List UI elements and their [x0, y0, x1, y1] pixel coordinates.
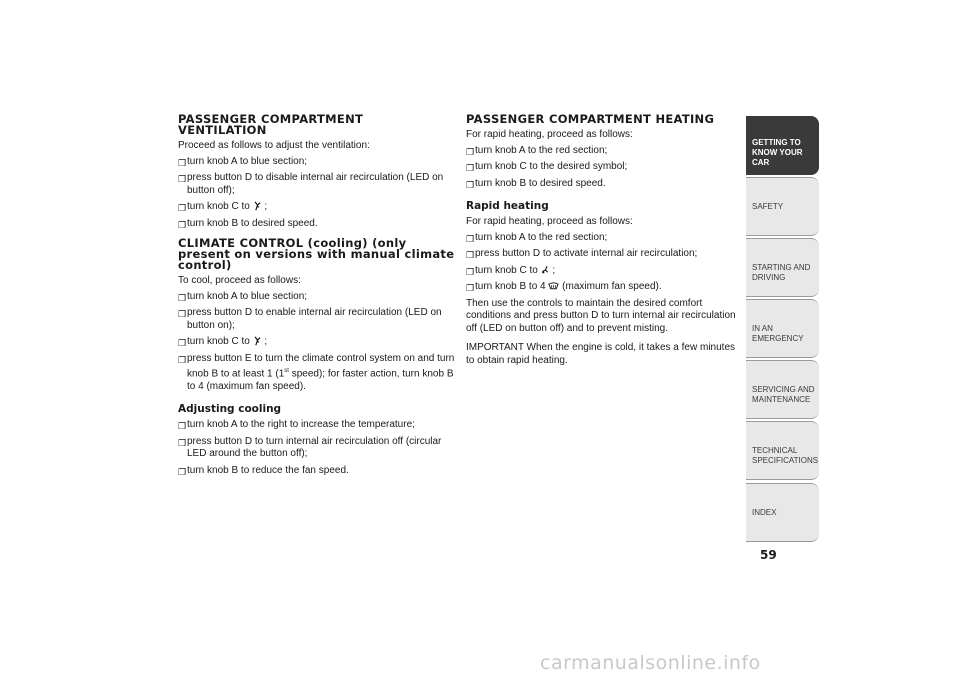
bullet-icon: ❒	[178, 174, 187, 184]
watermark: carmanualsonline.info	[540, 652, 761, 674]
list-item: ❒ turn knob B to 4 (maximum fan speed).	[466, 281, 662, 293]
heating-steps	[466, 145, 738, 191]
list-item: ❒ turn knob A to blue section;	[178, 290, 308, 303]
bullet-icon: ❒	[178, 203, 187, 213]
list-item: ❒ turn knob B to desired speed.	[178, 217, 318, 230]
ventilation-intro: Proceed as follows to adjust the ventilation:	[178, 140, 370, 151]
tab-servicing-and-maintenance[interactable]: SERVICING AND MAINTENANCE	[746, 360, 819, 419]
list-item: ❒ press button D to turn internal air recirculation off (circular LED around the button off);	[178, 435, 442, 460]
list-item: ❒ press button D to disable internal air recirculation (LED on button off);	[178, 172, 444, 196]
then-paragraph: Then use the controls to maintain the desired comfort conditions and press button D to turn internal air recirculation off (LED on button off) and to prevent misting.	[466, 297, 736, 334]
list-item: ❒ turn knob C to ;	[466, 264, 556, 277]
list-item: ❒ press button E to turn the climate control system on and turn knob B to at least 1 (1st speed); for faster action, turn knob B to 4 (maximum fan speed).	[178, 352, 455, 392]
bullet-icon: ❒	[178, 157, 187, 168]
bullet-icon: ❒	[466, 250, 475, 260]
foot-vent-icon	[541, 265, 550, 275]
list-item: ❒ turn knob A to the right to increase the temperature;	[178, 419, 415, 432]
bullet-icon: ❒	[178, 437, 187, 448]
adjusting-cooling-steps	[178, 419, 456, 477]
bullet-icon: ❒	[178, 219, 187, 230]
heating-heading: PASSENGER COMPARTMENT HEATING	[466, 112, 715, 126]
chapter-sidebar	[746, 116, 819, 544]
tab-index[interactable]: INDEX	[746, 483, 819, 542]
list-item: ❒ press button D to activate internal air recirculation;	[466, 248, 698, 260]
page-number: 59	[760, 548, 777, 562]
tab-getting-to-know-your-car[interactable]: GETTING TO KNOW YOUR CAR	[746, 116, 819, 175]
climate-control-intro: To cool, proceed as follows:	[178, 275, 301, 286]
list-item: ❒ turn knob B to desired speed.	[466, 177, 606, 190]
list-item: ❒ turn knob A to blue section;	[178, 155, 308, 168]
bullet-icon: ❒	[466, 163, 475, 173]
adjusting-cooling-heading: Adjusting cooling	[178, 403, 282, 416]
rapid-heating-intro: For rapid heating, proceed as follows:	[466, 216, 633, 227]
bullet-icon: ❒	[178, 338, 187, 348]
bullet-icon: ❒	[178, 354, 187, 365]
list-item: ❒ turn knob C to ;	[178, 201, 268, 213]
face-vent-icon	[253, 336, 262, 346]
ventilation-steps	[178, 156, 456, 231]
bullet-icon: ❒	[178, 466, 187, 477]
list-item: ❒ turn knob C to the desired symbol;	[466, 161, 628, 173]
heating-intro: For rapid heating, proceed as follows:	[466, 129, 633, 140]
list-item: ❒ turn knob B to reduce the fan speed.	[178, 464, 349, 477]
climate-control-heading: CLIMATE CONTROL (cooling) (only present on versions with manual climate control)	[178, 236, 455, 272]
list-item: ❒ turn knob A to the red section;	[466, 144, 608, 157]
rapid-heating-heading: Rapid heating	[466, 200, 549, 212]
important-note: IMPORTANT When the engine is cold, it takes a few minutes to obtain rapid heating.	[466, 342, 736, 366]
bullet-icon: ❒	[466, 266, 475, 277]
bullet-icon: ❒	[466, 283, 475, 293]
list-item: ❒ press button D to enable internal air recirculation (LED on button on);	[178, 307, 442, 331]
bullet-icon: ❒	[178, 309, 187, 319]
bullet-icon: ❒	[466, 179, 475, 190]
list-item: ❒ turn knob A to the red section;	[466, 231, 608, 244]
tab-safety[interactable]: SAFETY	[746, 177, 819, 236]
tab-starting-and-driving[interactable]: STARTING AND DRIVING	[746, 238, 819, 297]
bullet-icon: ❒	[178, 292, 187, 303]
bullet-icon: ❒	[466, 233, 475, 244]
tab-in-an-emergency[interactable]: IN AN EMERGENCY	[746, 299, 819, 358]
defrost-icon	[548, 281, 559, 291]
right-column	[466, 114, 738, 367]
left-column	[178, 114, 456, 481]
tab-technical-specifications[interactable]: TECHNICAL SPECIFICATIONS	[746, 421, 819, 480]
list-item: ❒ turn knob C to ;	[178, 336, 268, 348]
bullet-icon: ❒	[178, 421, 187, 432]
ventilation-heading: PASSENGER COMPARTMENT VENTILATION	[178, 112, 364, 137]
rapid-heating-steps	[466, 232, 738, 294]
bullet-icon: ❒	[466, 146, 475, 157]
climate-control-steps	[178, 291, 456, 394]
face-vent-icon	[253, 201, 262, 211]
